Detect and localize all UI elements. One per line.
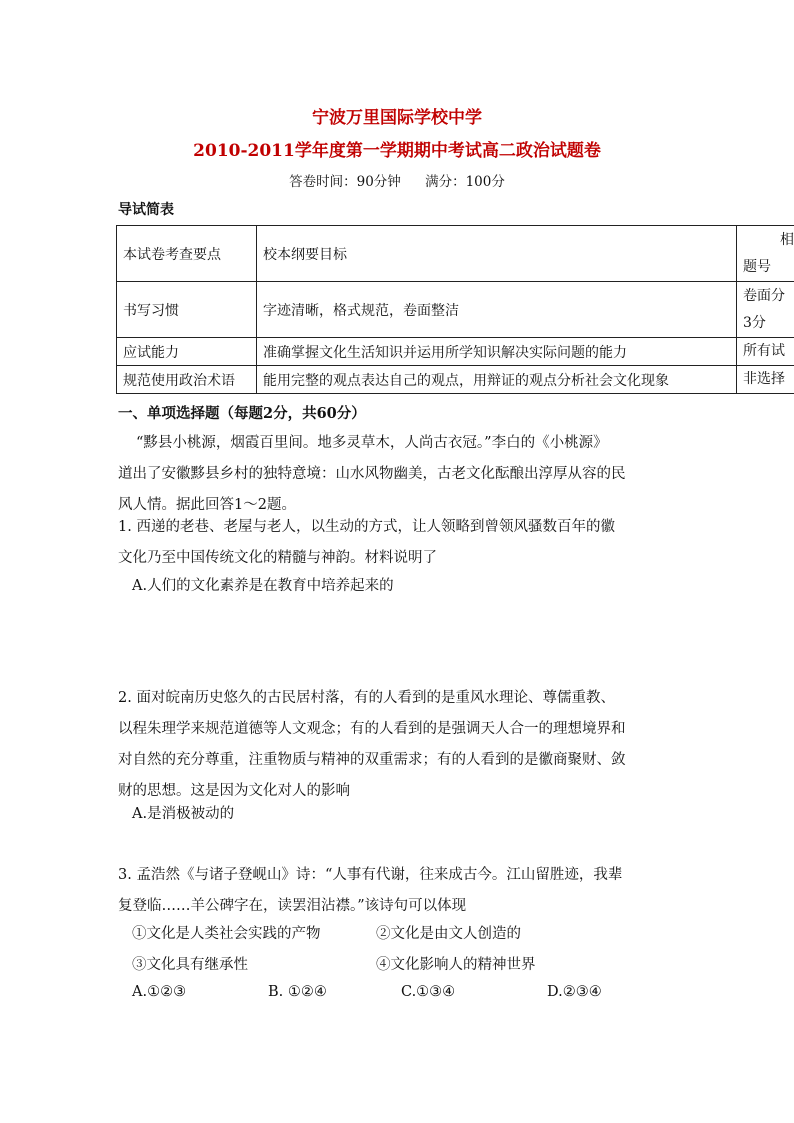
guide-table-heading: 导试简表 bbox=[118, 202, 174, 218]
table-cell: 本试卷考查要点 bbox=[117, 226, 257, 282]
exam-title: 2010-2011学年度第一学期期中考试高二政治试题卷 bbox=[193, 141, 601, 161]
text-line: 2. 面对皖南历史悠久的古民居村落，有的人看到的是重风水理论、尊儒重教、 bbox=[118, 690, 615, 706]
table-cell: 规范使用政治术语 bbox=[117, 366, 257, 394]
statement-3: ③文化具有继承性 bbox=[132, 957, 248, 973]
text-line: 风人情。据此回答1～2题。 bbox=[118, 497, 296, 513]
text-line: 复登临……羊公碑字在，读罢泪沾襟。”该诗句可以体现 bbox=[118, 898, 467, 914]
statement-2: ②文化是由文人创造的 bbox=[376, 926, 521, 942]
table-cell: 所有试 bbox=[737, 338, 794, 366]
question-2 bbox=[118, 683, 678, 807]
text-line: 财的思想。这是因为文化对人的影响 bbox=[118, 783, 350, 799]
table-row bbox=[117, 282, 794, 338]
question-3-option-c: C.①③④ bbox=[401, 984, 456, 1000]
text-line: 对自然的充分尊重，注重物质与精神的双重需求；有的人看到的是徽商聚财、敛 bbox=[118, 752, 626, 768]
cell-line: 卷面分 bbox=[743, 287, 785, 304]
table-cell bbox=[737, 282, 794, 338]
score-label: 满分：100分 bbox=[425, 174, 505, 190]
question-3-option-d: D.②③④ bbox=[547, 984, 602, 1000]
text-line: 文化乃至中国传统文化的精髓与神韵。材料说明了 bbox=[118, 550, 437, 566]
question-2-option-a: A.是消极被动的 bbox=[132, 806, 235, 822]
table-row bbox=[117, 338, 794, 366]
table-cell: 准确掌握文化生活知识并运用所学知识解决实际问题的能力 bbox=[257, 338, 737, 366]
table-cell: 字迹清晰，格式规范，卷面整洁 bbox=[257, 282, 737, 338]
intro-paragraph bbox=[118, 428, 678, 521]
table-cell: 书写习惯 bbox=[117, 282, 257, 338]
question-3 bbox=[118, 860, 678, 922]
question-1 bbox=[118, 512, 678, 574]
table-row bbox=[117, 226, 794, 282]
statement-1: ①文化是人类社会实践的产物 bbox=[132, 926, 321, 942]
table-cell: 应试能力 bbox=[117, 338, 257, 366]
table-cell: 校本纲要目标 bbox=[257, 226, 737, 282]
table-row bbox=[117, 366, 794, 394]
table-cell: 非选择 bbox=[737, 366, 794, 394]
cell-line: 相 bbox=[780, 231, 794, 248]
table-cell bbox=[737, 226, 794, 282]
question-3-option-a: A.①②③ bbox=[132, 984, 187, 1000]
section-heading: 一、单项选择题（每题2分，共60分） bbox=[118, 405, 366, 422]
cell-line: 3分 bbox=[743, 314, 766, 331]
time-label: 答卷时间：90分钟 bbox=[289, 174, 401, 190]
school-title: 宁波万里国际学校中学 bbox=[312, 108, 482, 128]
statement-4: ④文化影响人的精神世界 bbox=[376, 957, 536, 973]
text-line: 道出了安徽黟县乡村的独特意境：山水风物幽美，古老文化酝酿出淳厚从容的民 bbox=[118, 466, 626, 482]
text-line: “黟县小桃源，烟霞百里间。地多灵草木，人尚古衣冠。”李白的《小桃源》 bbox=[136, 435, 608, 451]
guide-table bbox=[116, 225, 794, 394]
text-line: 3. 孟浩然《与诸子登岘山》诗：“人事有代谢，往来成古今。江山留胜迹，我辈 bbox=[118, 867, 623, 883]
text-line: 以程朱理学来规范道德等人文观念；有的人看到的是强调天人合一的理想境界和 bbox=[118, 721, 626, 737]
exam-info bbox=[0, 170, 794, 190]
cell-line: 题号 bbox=[743, 258, 771, 275]
table-cell: 能用完整的观点表达自己的观点，用辩证的观点分析社会文化现象 bbox=[257, 366, 737, 394]
question-3-option-b: B. ①②④ bbox=[268, 984, 327, 1000]
text-line: 1. 西递的老巷、老屋与老人，以生动的方式，让人领略到曾领风骚数百年的徽 bbox=[118, 519, 615, 535]
question-1-option-a: A.人们的文化素养是在教育中培养起来的 bbox=[132, 578, 394, 594]
